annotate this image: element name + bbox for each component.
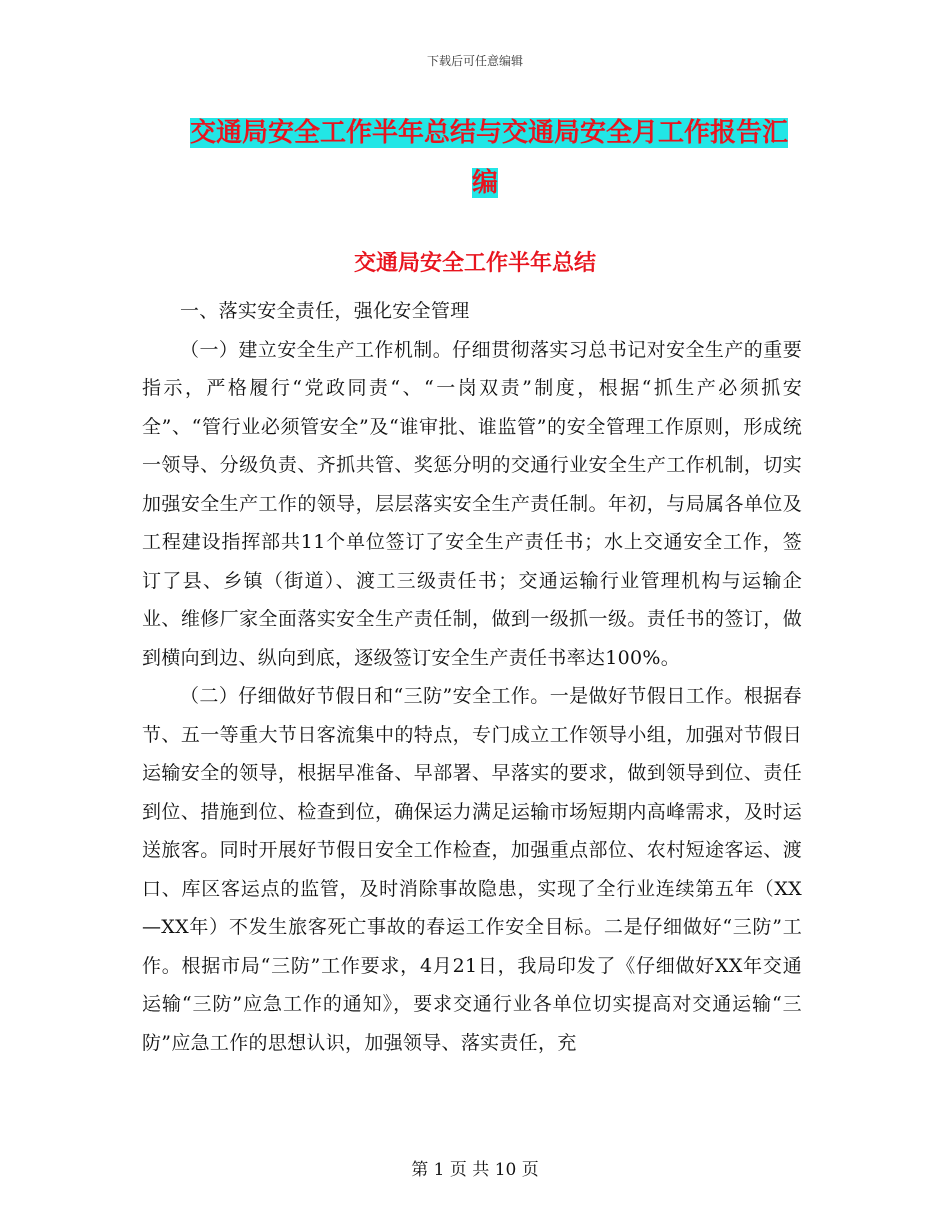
document-title-line1: 交通局安全工作半年总结与交通局安全月工作报告汇 [190, 118, 789, 148]
paragraph-2: （二）仔细做好节假日和“三防”安全工作。一是做好节假日工作。根据春节、五一等重大节日客流集中的特点，专门成立工作领导小组，加强对节假日运输安全的领导，根据早准备、早部署、早落实的要求，做到领导到位、责任到位、措施到位、检查到位，确保运力满足运输市场短期内高峰需求，及时运送旅客。同时开展好节假日安全工作检查，加强重点部位、农村短途客运、渡口、库区客运点的监管，及时消除事故隐患，实现了全行业连续第五年（XX—XX年）不发生旅客死亡事故的春运工作安全目标。二是仔细做好“三防”工作。根据市局“三防”工作要求，4月21日，我局印发了《仔细做好XX年交通运输“三防”应急工作的通知》，要求交通行业各单位切实提高对交通运输“三防”应急工作的思想认识，加强领导、落实责任，充 [142, 685, 802, 1054]
heading-level-1: 一、落实安全责任，强化安全管理 [180, 300, 470, 322]
page-header-note: 下载后可任意编辑 [426, 54, 523, 68]
document-title-line2: 编 [471, 168, 498, 198]
document-body [142, 292, 802, 1062]
section-title: 交通局安全工作半年总结 [353, 251, 596, 276]
paragraph-1: （一）建立安全生产工作机制。仔细贯彻落实习总书记对安全生产的重要指示，严格履行“党政同责“、“一岗双责”制度，根据“抓生产必须抓安全”、“管行业必须管安全”及“谁审批、谁监管”的安全管理工作原则，形成统一领导、分级负责、齐抓共管、奖惩分明的交通行业安全生产工作机制，切实加强安全生产工作的领导，层层落实安全生产责任制。年初，与局属各单位及工程建设指挥部共11个单位签订了安全生产责任书；水上交通安全工作，签订了县、乡镇（街道）、渡工三级责任书；交通运输行业管理机构与运输企业、维修厂家全面落实安全生产责任制，做到一级抓一级。责任书的签订，做到横向到边、纵向到底，逐级签订安全生产责任书率达100%。 [142, 338, 802, 669]
page-footer: 第 1 页 共 10 页 [411, 1160, 539, 1180]
document-title [190, 108, 810, 208]
